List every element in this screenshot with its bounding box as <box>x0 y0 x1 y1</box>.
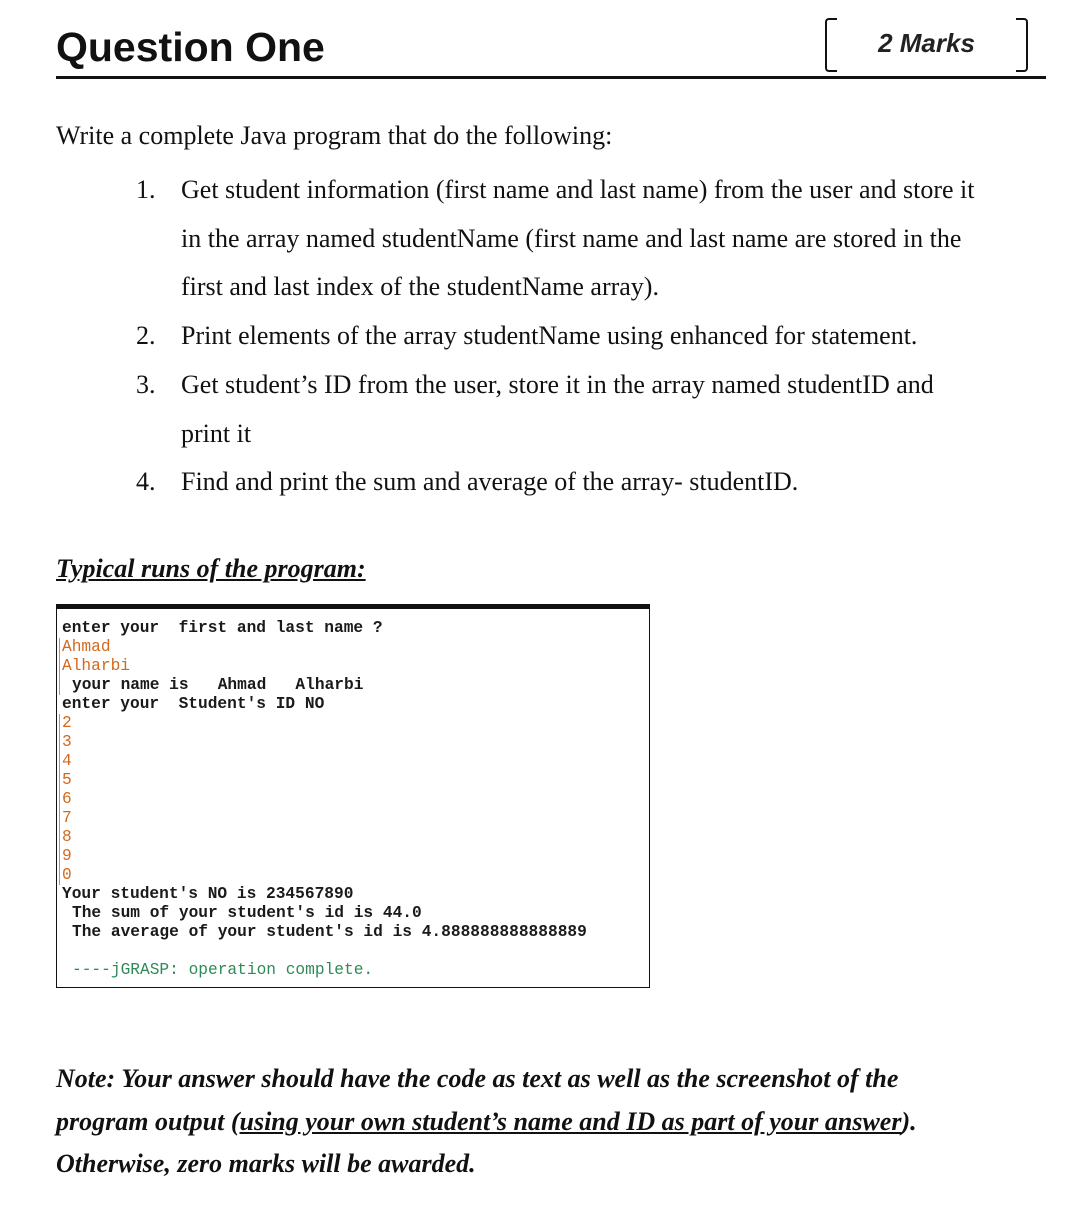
note-text: program output ( <box>56 1106 240 1136</box>
console-output-line: enter your first and last name ? <box>62 619 383 637</box>
typical-runs-heading: Typical runs of the program: <box>56 554 366 583</box>
task-line: first and last index of the studentName array). <box>181 272 659 302</box>
note-line <box>56 1101 1046 1144</box>
console-input-line: 9 <box>62 847 72 865</box>
console-output-line: The average of your student's id is 4.888888888888889 <box>72 923 587 941</box>
task-item <box>136 458 1046 507</box>
note-underlined-text: using your own student’s name and ID as part of your answer <box>239 1106 902 1136</box>
task-number: 3. <box>136 369 156 399</box>
task-line: Get student information (first name and last name) from the user and store it <box>181 175 975 204</box>
task-item <box>136 166 1046 312</box>
question-title: Question One <box>56 24 325 70</box>
console-input-line: 5 <box>62 771 72 789</box>
task-number: 4. <box>136 467 156 497</box>
task-item <box>136 361 1046 458</box>
input-marker-rail <box>59 638 60 695</box>
input-marker-rail <box>59 714 60 885</box>
task-line: Get student’s ID from the user, store it in the array named studentID and <box>181 369 934 399</box>
console-output-line: Your student's NO is 234567890 <box>62 885 354 903</box>
intro-text: Write a complete Java program that do the following: <box>56 121 613 150</box>
console-output-screenshot <box>56 604 650 988</box>
task-line: Find and print the sum and average of the array- studentID. <box>181 467 799 497</box>
console-lines <box>62 619 645 980</box>
console-input-line: 0 <box>62 866 72 884</box>
console-input-line: 2 <box>62 714 72 732</box>
question-header <box>56 20 1046 79</box>
console-status-line: ----jGRASP: operation complete. <box>72 961 374 979</box>
console-input-line: 8 <box>62 828 72 846</box>
task-number: 1. <box>136 175 156 204</box>
note-line: Note: Your answer should have the code as text as well as the screenshot of the <box>56 1064 899 1093</box>
marks-label: 2 Marks <box>878 28 975 58</box>
note-text: ). <box>901 1106 917 1136</box>
console-input-line: Ahmad <box>62 638 111 656</box>
console-output-line: your name is Ahmad Alharbi <box>72 676 364 694</box>
note-paragraph <box>56 1058 1046 1186</box>
task-line: Print elements of the array studentName using enhanced for statement. <box>181 321 918 351</box>
task-list <box>136 166 1046 507</box>
note-line: Otherwise, zero marks will be awarded. <box>56 1149 476 1178</box>
console-output-line: The sum of your student's id is 44.0 <box>72 904 422 922</box>
console-input-line: 4 <box>62 752 72 770</box>
console-input-line: 7 <box>62 809 72 827</box>
task-line: print it <box>181 418 252 448</box>
console-input-line: 6 <box>62 790 72 808</box>
console-input-line: Alharbi <box>62 657 130 675</box>
task-line: in the array named studentName (first name and last name are stored in the <box>181 223 962 253</box>
console-input-line: 3 <box>62 733 72 751</box>
console-output-line: enter your Student's ID NO <box>62 695 325 713</box>
task-number: 2. <box>136 321 156 351</box>
marks-box <box>819 14 1034 76</box>
right-bracket-icon <box>1016 18 1028 72</box>
task-item <box>136 312 1046 361</box>
